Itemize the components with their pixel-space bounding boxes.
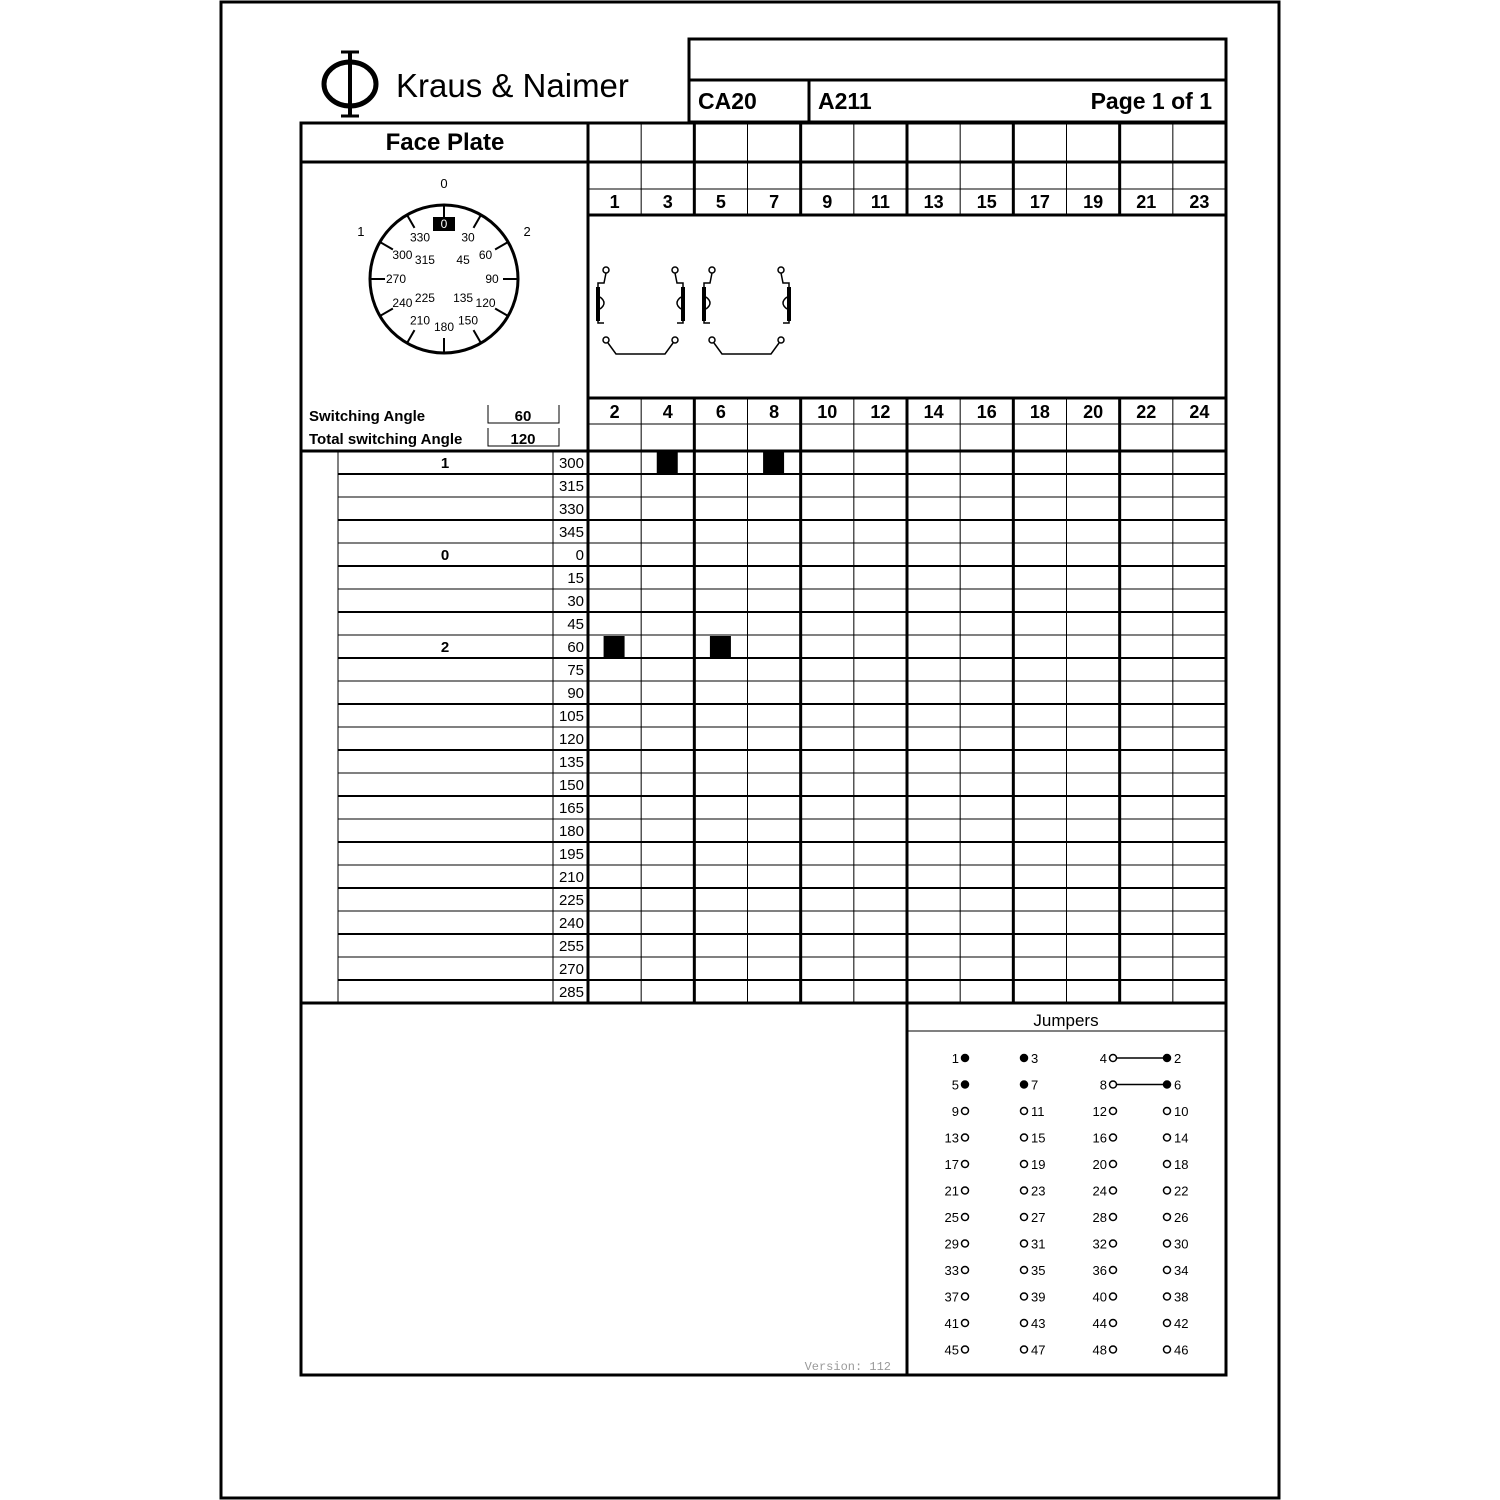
- jumper-terminal-number: 16: [1092, 1130, 1107, 1146]
- angle-value: 195: [558, 846, 584, 863]
- jumper-terminal: [962, 1161, 969, 1168]
- dial-angle-label: 210: [409, 313, 431, 328]
- table-row: [559, 754, 584, 771]
- angle-value: 120: [558, 731, 584, 748]
- jumper-terminal-number: 30: [1174, 1236, 1189, 1252]
- jumper-terminal: [1021, 1187, 1028, 1194]
- terminal-top-label: 21: [1136, 192, 1157, 212]
- angle-value: 15: [567, 570, 584, 587]
- jumper-terminal-number: 23: [1031, 1183, 1046, 1199]
- angle-value: 300: [558, 455, 584, 472]
- table-row: [559, 846, 584, 863]
- jumper-terminal-number: 42: [1174, 1316, 1189, 1331]
- jumper-terminal-number: 31: [1031, 1236, 1046, 1252]
- terminal-bottom-label: 18: [1029, 402, 1050, 422]
- jumper-terminal: [1021, 1161, 1028, 1168]
- angle-value: 330: [558, 501, 584, 518]
- table-row: [559, 984, 584, 1001]
- dial-angle-label: 300: [392, 248, 413, 262]
- total-angle-label: Total switching Angle: [309, 431, 463, 448]
- jumper-terminal-number: 39: [1031, 1289, 1046, 1305]
- table-row: [559, 915, 584, 932]
- dial-angle-label: 90: [485, 272, 499, 286]
- table-row: [559, 961, 584, 978]
- total-angle-value: 120: [510, 431, 536, 448]
- table-row: [559, 478, 584, 495]
- jumper-terminal: [962, 1187, 969, 1194]
- jumper-terminal: [1110, 1187, 1117, 1194]
- angle-value: 270: [558, 961, 584, 978]
- jumper-terminal-number: 34: [1174, 1263, 1189, 1278]
- position-name: 1: [440, 455, 450, 472]
- dial-angle-label: 315: [414, 252, 435, 267]
- angle-value: 165: [558, 800, 584, 817]
- terminal-bottom-label: 16: [976, 402, 997, 422]
- terminal-top-label: 13: [923, 192, 944, 212]
- jumper-terminal: [1164, 1346, 1171, 1353]
- angle-value: 45: [567, 616, 584, 633]
- dial-angle-label: 45: [456, 252, 470, 267]
- dial-angle-label: 270: [385, 272, 407, 286]
- jumper-terminal: [1110, 1134, 1117, 1141]
- terminal-bottom-label: 20: [1083, 402, 1104, 422]
- jumper-terminal: [1021, 1081, 1028, 1088]
- jumper-terminal-number: 40: [1092, 1289, 1107, 1305]
- table-row: [567, 616, 584, 633]
- jumper-terminal-number: 36: [1092, 1263, 1107, 1278]
- angle-value: 0: [575, 547, 584, 564]
- terminal-top-label: 9: [822, 192, 833, 212]
- jumper-terminal: [962, 1346, 969, 1353]
- series-code: CA20: [698, 88, 757, 114]
- jumper-terminal: [1164, 1108, 1171, 1115]
- table-row: [567, 593, 584, 610]
- dial-angle-label: 330: [409, 230, 431, 245]
- angle-value: 255: [558, 938, 584, 955]
- table-row: [559, 501, 584, 518]
- jumper-terminal-number: 3: [1031, 1051, 1039, 1066]
- jumper-terminal-number: 25: [944, 1210, 959, 1225]
- angle-value: 135: [558, 754, 584, 771]
- jumper-terminal: [1110, 1081, 1117, 1088]
- terminal-bottom-label: 8: [769, 402, 780, 422]
- angle-value: 285: [558, 984, 584, 1001]
- jumper-terminal: [1110, 1320, 1117, 1327]
- terminal-top-label: 19: [1083, 192, 1104, 212]
- jumper-terminal: [962, 1055, 969, 1062]
- jumper-terminal-number: 21: [944, 1183, 959, 1199]
- jumpers-title: Jumpers: [1033, 1011, 1099, 1030]
- program-code: A211: [818, 88, 872, 114]
- jumper-terminal-number: 29: [944, 1236, 959, 1252]
- table-row: [559, 869, 584, 886]
- jumper-terminal: [962, 1267, 969, 1274]
- table-row: [567, 570, 584, 587]
- closed-contact-mark: [604, 636, 625, 657]
- jumper-terminal-number: 33: [944, 1263, 959, 1278]
- angle-value: 240: [558, 915, 584, 932]
- jumper-terminal-number: 35: [1031, 1263, 1046, 1278]
- angle-value: 180: [558, 823, 584, 840]
- jumper-terminal: [1164, 1240, 1171, 1247]
- switching-angle-label: Switching Angle: [309, 408, 426, 425]
- jumper-terminal-number: 24: [1092, 1183, 1107, 1199]
- jumper-terminal: [1021, 1267, 1028, 1274]
- closed-contact-mark: [710, 636, 731, 657]
- jumper-terminal: [962, 1134, 969, 1141]
- jumper-terminal: [962, 1293, 969, 1300]
- dial-angle-label: 135: [453, 291, 474, 306]
- terminal-top-label: 1: [609, 192, 620, 212]
- jumper-terminal-number: 6: [1174, 1077, 1182, 1093]
- version-label: Version: 112: [804, 1360, 891, 1374]
- jumper-terminal-number: 11: [1031, 1104, 1045, 1119]
- terminal-top-label: 11: [870, 192, 890, 212]
- jumper-terminal-number: 26: [1174, 1210, 1189, 1225]
- jumper-terminal-number: 1: [951, 1051, 959, 1066]
- closed-contact-mark: [657, 452, 678, 473]
- jumper-terminal-number: 47: [1031, 1342, 1046, 1358]
- jumper-terminal-number: 27: [1031, 1210, 1046, 1225]
- jumper-terminal-number: 13: [944, 1130, 959, 1146]
- terminal-bottom-label: 4: [662, 402, 673, 422]
- jumper-terminal: [1164, 1134, 1171, 1141]
- jumper-terminal: [962, 1214, 969, 1221]
- terminal-bottom-label: 10: [817, 402, 838, 422]
- jumper-terminal: [1110, 1055, 1117, 1062]
- position-label: 0: [440, 176, 448, 191]
- closed-contact-mark: [763, 452, 784, 473]
- angle-value: 345: [558, 524, 584, 541]
- angle-value: 225: [558, 892, 584, 909]
- jumper-terminal-number: 19: [1031, 1157, 1046, 1172]
- jumper-terminal-number: 9: [951, 1104, 959, 1119]
- jumper-terminal-number: 20: [1092, 1157, 1107, 1172]
- position-label: 2: [523, 224, 531, 239]
- table-row: [567, 662, 584, 679]
- jumper-terminal-number: 10: [1174, 1104, 1189, 1119]
- dial-angle-label: 60: [478, 248, 493, 262]
- table-row: [559, 731, 584, 748]
- jumper-terminal-number: 14: [1174, 1130, 1189, 1146]
- page-number: Page 1 of 1: [1090, 88, 1212, 114]
- jumper-terminal-number: 18: [1174, 1157, 1189, 1172]
- terminal-bottom-label: 22: [1136, 402, 1157, 422]
- jumper-terminal-number: 8: [1099, 1077, 1107, 1093]
- jumper-terminal: [962, 1320, 969, 1327]
- jumper-terminal-number: 2: [1174, 1051, 1182, 1066]
- face-plate-title: Face Plate: [385, 129, 505, 156]
- angle-value: 315: [558, 478, 584, 495]
- jumper-terminal-number: 44: [1092, 1316, 1107, 1331]
- jumper-terminal: [1164, 1293, 1171, 1300]
- jumper-terminal-number: 38: [1174, 1289, 1189, 1305]
- jumper-terminal: [1110, 1161, 1117, 1168]
- jumper-terminal-number: 43: [1031, 1316, 1046, 1331]
- angle-value: 210: [558, 869, 584, 886]
- table-row: [559, 892, 584, 909]
- dial-angle-label: 120: [475, 296, 496, 310]
- table-row: [559, 777, 584, 794]
- dial-angle-label: 240: [392, 296, 413, 310]
- dial-angle-label: 150: [457, 313, 479, 328]
- jumper-terminal-number: 46: [1174, 1342, 1189, 1358]
- jumper-terminal: [1021, 1293, 1028, 1300]
- jumper-terminal: [1164, 1081, 1171, 1088]
- table-row: [559, 708, 584, 725]
- jumper-terminal-number: 37: [944, 1289, 959, 1305]
- terminal-bottom-label: 12: [870, 402, 891, 422]
- jumper-terminal: [1110, 1293, 1117, 1300]
- angle-value: 150: [558, 777, 584, 794]
- terminal-top-label: 7: [769, 192, 780, 212]
- company-name: Kraus & Naimer: [396, 67, 629, 104]
- position-name: 2: [440, 639, 450, 656]
- jumper-terminal: [1021, 1134, 1028, 1141]
- jumper-terminal: [1021, 1240, 1028, 1247]
- dial-angle-label: 180: [433, 320, 455, 334]
- jumper-terminal-number: 28: [1092, 1210, 1107, 1225]
- table-row: [567, 685, 584, 702]
- jumper-terminal: [1110, 1214, 1117, 1221]
- angle-value: 60: [567, 639, 584, 656]
- terminal-top-label: 17: [1029, 192, 1050, 212]
- jumper-terminal: [1164, 1055, 1171, 1062]
- terminal-top-label: 15: [976, 192, 997, 212]
- jumper-terminal-number: 41: [944, 1316, 959, 1331]
- terminal-bottom-label: 24: [1189, 402, 1210, 422]
- jumper-terminal: [1021, 1055, 1028, 1062]
- jumper-terminal-number: 7: [1031, 1077, 1039, 1093]
- jumper-terminal-number: 12: [1092, 1104, 1107, 1119]
- table-row: [559, 800, 584, 817]
- jumper-terminal-number: 45: [944, 1342, 959, 1358]
- angle-value: 90: [567, 685, 584, 702]
- terminal-bottom-label: 6: [715, 402, 726, 422]
- dial-angle-label: 0: [440, 217, 448, 231]
- angle-value: 30: [567, 593, 584, 610]
- terminal-top-label: 23: [1189, 192, 1210, 212]
- jumper-terminal-number: 15: [1031, 1130, 1046, 1146]
- jumper-terminal: [1110, 1108, 1117, 1115]
- jumper-terminal-number: 17: [944, 1157, 959, 1172]
- jumper-terminal: [1110, 1346, 1117, 1353]
- jumper-terminal: [1021, 1108, 1028, 1115]
- jumper-terminal: [962, 1240, 969, 1247]
- terminal-top-label: 5: [715, 192, 726, 212]
- position-label: 1: [357, 224, 365, 239]
- dial-angle-label: 30: [461, 230, 475, 245]
- jumper-terminal: [1021, 1214, 1028, 1221]
- table-row: [559, 938, 584, 955]
- position-name: 0: [440, 547, 450, 564]
- jumper-terminal-number: 32: [1092, 1236, 1107, 1252]
- jumper-terminal: [1164, 1161, 1171, 1168]
- table-row: [559, 823, 584, 840]
- jumper-terminal-number: 48: [1092, 1342, 1107, 1358]
- jumper-terminal: [1110, 1267, 1117, 1274]
- jumper-terminal: [1021, 1346, 1028, 1353]
- switching-angle-value: 60: [514, 408, 532, 425]
- jumper-terminal: [1110, 1240, 1117, 1247]
- terminal-top-label: 3: [662, 192, 673, 212]
- jumper-terminal-number: 4: [1099, 1051, 1107, 1066]
- dial-angle-label: 225: [414, 291, 435, 306]
- jumper-terminal: [1164, 1187, 1171, 1194]
- jumper-terminal: [1164, 1267, 1171, 1274]
- terminal-bottom-label: 2: [609, 402, 620, 422]
- jumper-terminal-number: 22: [1174, 1183, 1189, 1199]
- terminal-bottom-label: 14: [923, 402, 944, 422]
- jumper-terminal-number: 5: [951, 1077, 959, 1093]
- jumper-terminal: [1021, 1320, 1028, 1327]
- angle-value: 75: [567, 662, 584, 679]
- jumper-terminal: [962, 1081, 969, 1088]
- angle-value: 105: [558, 708, 584, 725]
- table-row: [559, 524, 584, 541]
- jumper-terminal: [1164, 1320, 1171, 1327]
- jumper-terminal: [962, 1108, 969, 1115]
- jumper-terminal: [1164, 1214, 1171, 1221]
